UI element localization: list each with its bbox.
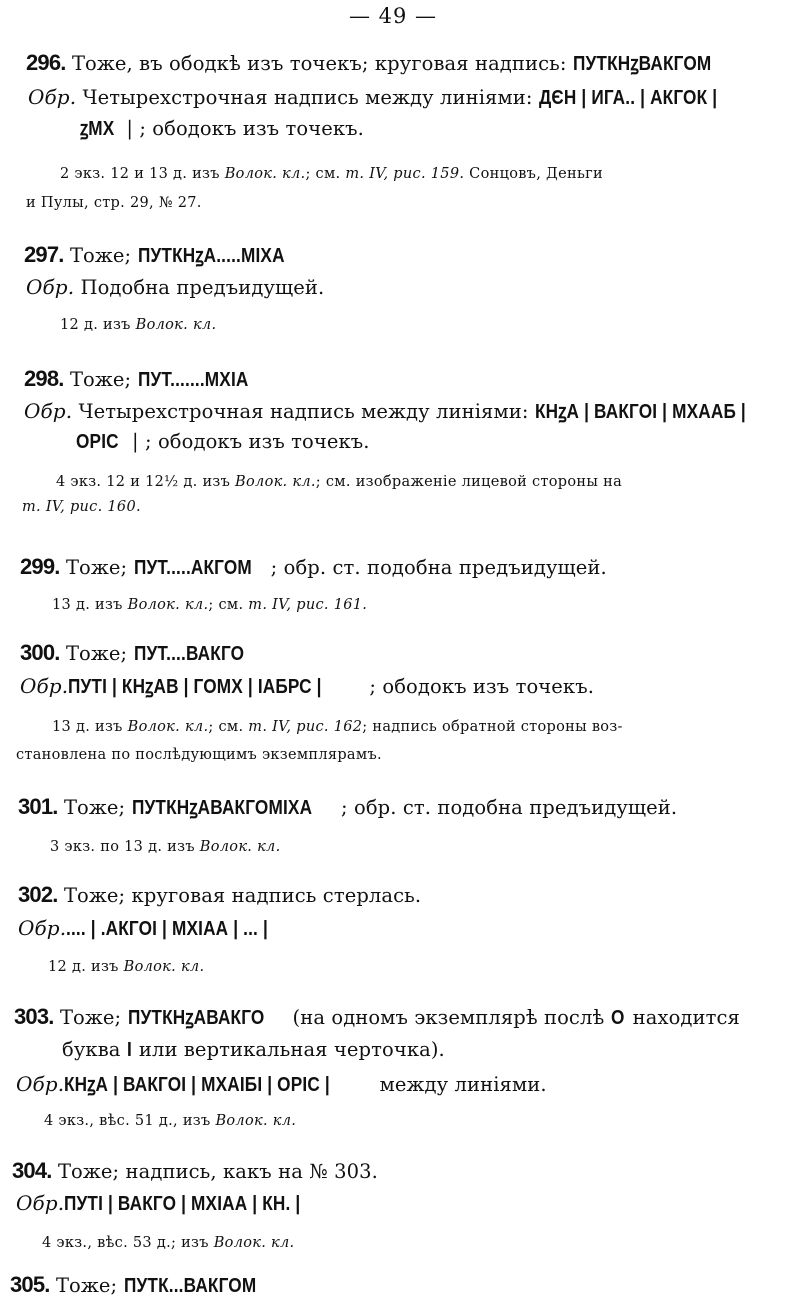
note-text: 2 экз. 12 и 13 д. изъ [60, 166, 225, 182]
entry-number: 298. [24, 366, 64, 391]
entry-number: 303. [14, 1004, 54, 1029]
note-text: ; см. [208, 597, 249, 613]
obverse-label: Обр. [28, 85, 77, 109]
legend-text: .... | .АКГОІ | МХІАА | ... | [66, 918, 269, 940]
note-source: Волок. кл. [199, 839, 281, 855]
entry-300-line-1 [20, 642, 262, 664]
entry-text: Подобна предъидущей. [74, 276, 325, 299]
note-text: ; см. [305, 166, 346, 182]
legend-text: ПУТІ | ВАКГО | МХІАА | КН. | [64, 1193, 301, 1215]
entry-text: Тоже; надпись, какъ на № 303. [57, 1160, 378, 1183]
note-reference: т. IV, рис. 160. [22, 499, 141, 515]
entry-303-line-2 [62, 1040, 445, 1060]
entry-number: 297. [24, 242, 64, 267]
entry-text: ; обр. ст. подобна предъидущей. [341, 796, 678, 819]
entry-296-line-1 [26, 52, 734, 74]
note-text: и Пулы, стр. 29, № 27. [26, 195, 202, 211]
entry-305-line-1 [10, 1274, 277, 1296]
entry-302-line-1 [18, 884, 421, 906]
note-source: Волок. кл. [127, 597, 209, 613]
entry-number: 304. [12, 1158, 52, 1183]
entry-297-note [60, 318, 216, 333]
legend-text: ПУТКНꙁВАКГОМ [572, 53, 712, 75]
obverse-label: Обр. [26, 275, 75, 299]
entry-text: находится [626, 1006, 740, 1029]
entry-text: или вертикальная черточка). [132, 1038, 445, 1061]
entry-number: 301. [18, 794, 58, 819]
note-text: 4 экз., вѣс. 53 д.; изъ [42, 1235, 214, 1251]
note-text: 12 д. изъ [60, 317, 136, 333]
entry-299-line-1 [20, 556, 607, 578]
entry-text: Тоже; [65, 642, 134, 665]
legend-text: КНꙁА | ВАКГОІ | МХАІБІ | ОРІС | [64, 1074, 331, 1096]
entry-text: | ; ободокъ изъ точекъ. [125, 430, 370, 453]
entry-text: между линіями. [373, 1073, 547, 1096]
entry-301-line-1 [18, 796, 677, 818]
note-text: ; см. изображеніе лицевой стороны на [315, 474, 623, 490]
note-text: 13 д. изъ [52, 597, 128, 613]
entry-304-note [42, 1236, 294, 1251]
note-text: 12 д. изъ [48, 959, 124, 975]
legend-text: ПУТІ | КНꙁАВ | ГОМХ | ІАБРС | [68, 676, 322, 698]
entry-298-note-2 [22, 500, 141, 515]
note-source: Волок. кл. [123, 959, 205, 975]
legend-text: І [126, 1039, 132, 1061]
legend-text: ДЄН | ИГА.. | АКГОК | [538, 87, 717, 109]
entry-297-line-1 [24, 244, 308, 266]
entry-text: Тоже, въ ободкѣ изъ точекъ; круговая надпись: [71, 52, 573, 75]
note-text: Сонцовъ, Деньги [464, 166, 604, 182]
entry-text: Тоже; [65, 556, 134, 579]
entry-296-note-2 [26, 196, 202, 211]
legend-text: О [610, 1007, 625, 1029]
note-reference: т. IV, рис. 159. [345, 166, 465, 182]
entry-296-line-2 [28, 87, 746, 108]
entry-300-note-2 [16, 748, 382, 763]
note-text: ; см. [208, 719, 249, 735]
entry-text: Тоже; [63, 796, 132, 819]
entry-number: 296. [26, 50, 66, 75]
note-text: 4 экз., вѣс. 51 д., изъ [44, 1113, 216, 1129]
obverse-label: Обр. [18, 916, 67, 940]
entry-number: 305. [10, 1272, 50, 1297]
entry-text: Тоже; круговая надпись стерлась. [63, 884, 422, 907]
legend-text: ПУТКНꙁАВАКГОМІХА [131, 797, 312, 819]
entry-302-line-2 [18, 918, 301, 939]
entry-text: Четырехстрочная надпись между линіями: [72, 400, 535, 423]
page-number: — 49 — [348, 4, 438, 28]
entry-298-line-2 [24, 401, 780, 422]
entry-303-line-3 [16, 1074, 547, 1095]
note-reference: т. IV, рис. 162 [248, 719, 363, 735]
note-source: Волок. кл. [235, 474, 316, 490]
entry-text: Тоже; [55, 1274, 124, 1297]
entry-303-line-1 [14, 1006, 740, 1028]
note-text: становлена по послѣдующимъ экземплярамъ. [16, 747, 382, 763]
entry-text: (на одномъ экземплярѣ послѣ [286, 1006, 611, 1029]
entry-297-line-2 [26, 277, 324, 298]
note-text: ; надпись обратной стороны воз- [362, 719, 623, 735]
note-source: Волок. кл. [224, 166, 306, 182]
entry-304-line-2 [16, 1193, 339, 1214]
entry-text: | ; ободокъ изъ точекъ. [120, 117, 364, 140]
entry-text: Тоже; [69, 244, 138, 267]
legend-text: ꙁМХ [80, 118, 115, 140]
note-source: Волок. кл. [135, 317, 217, 333]
legend-text: ПУТ....ВАКГО [133, 643, 244, 665]
note-source: Волок. кл. [215, 1113, 297, 1129]
entry-301-note [50, 840, 281, 855]
entry-text: буква [62, 1038, 127, 1061]
entry-296-note-1 [60, 167, 603, 182]
note-text: 13 д. изъ [52, 719, 128, 735]
entry-text: ; обр. ст. подобна предъидущей. [270, 556, 607, 579]
obverse-label: Обр. [16, 1072, 65, 1096]
note-text: 4 экз. 12 и 12½ д. изъ [56, 474, 236, 490]
entry-296-line-3 [80, 119, 364, 139]
legend-text: ПУТ.......МХІА [137, 369, 249, 391]
entry-299-note [52, 598, 367, 613]
entry-number: 300. [20, 640, 60, 665]
entry-298-line-3 [76, 432, 370, 452]
entry-300-note-1 [52, 720, 623, 735]
note-source: Волок. кл. [213, 1235, 295, 1251]
entry-number: 302. [18, 882, 58, 907]
legend-text: КНꙁА | ВАКГОІ | МХААБ | [534, 401, 746, 423]
obverse-label: Обр. [20, 674, 69, 698]
entry-303-note [44, 1114, 296, 1129]
entry-300-line-2 [20, 676, 594, 697]
entry-number: 299. [20, 554, 60, 579]
note-text: 3 экз. по 13 д. изъ [50, 839, 200, 855]
entry-text: Тоже; [69, 368, 138, 391]
entry-298-line-1 [24, 368, 266, 390]
entry-text: Четырехстрочная надпись между линіями: [76, 86, 539, 109]
entry-304-line-1 [12, 1160, 378, 1182]
legend-text: ПУТК...ВАКГОМ [123, 1275, 256, 1297]
entry-text: Тоже; [59, 1006, 128, 1029]
note-source: Волок. кл. [127, 719, 209, 735]
obverse-label: Обр. [16, 1191, 65, 1215]
entry-302-note [48, 960, 204, 975]
obverse-label: Обр. [24, 399, 73, 423]
legend-text: ОРІС [76, 431, 119, 453]
entry-298-note-1 [56, 475, 622, 490]
entry-text: ; ободокъ изъ точекъ. [363, 675, 595, 698]
note-reference: т. IV, рис. 161. [248, 597, 368, 613]
legend-text: ПУТ.....АКГОМ [133, 557, 252, 579]
legend-text: ПУТКНꙁАВАКГО [127, 1007, 265, 1029]
legend-text: ПУТКНꙁА.....МІХА [137, 245, 285, 267]
